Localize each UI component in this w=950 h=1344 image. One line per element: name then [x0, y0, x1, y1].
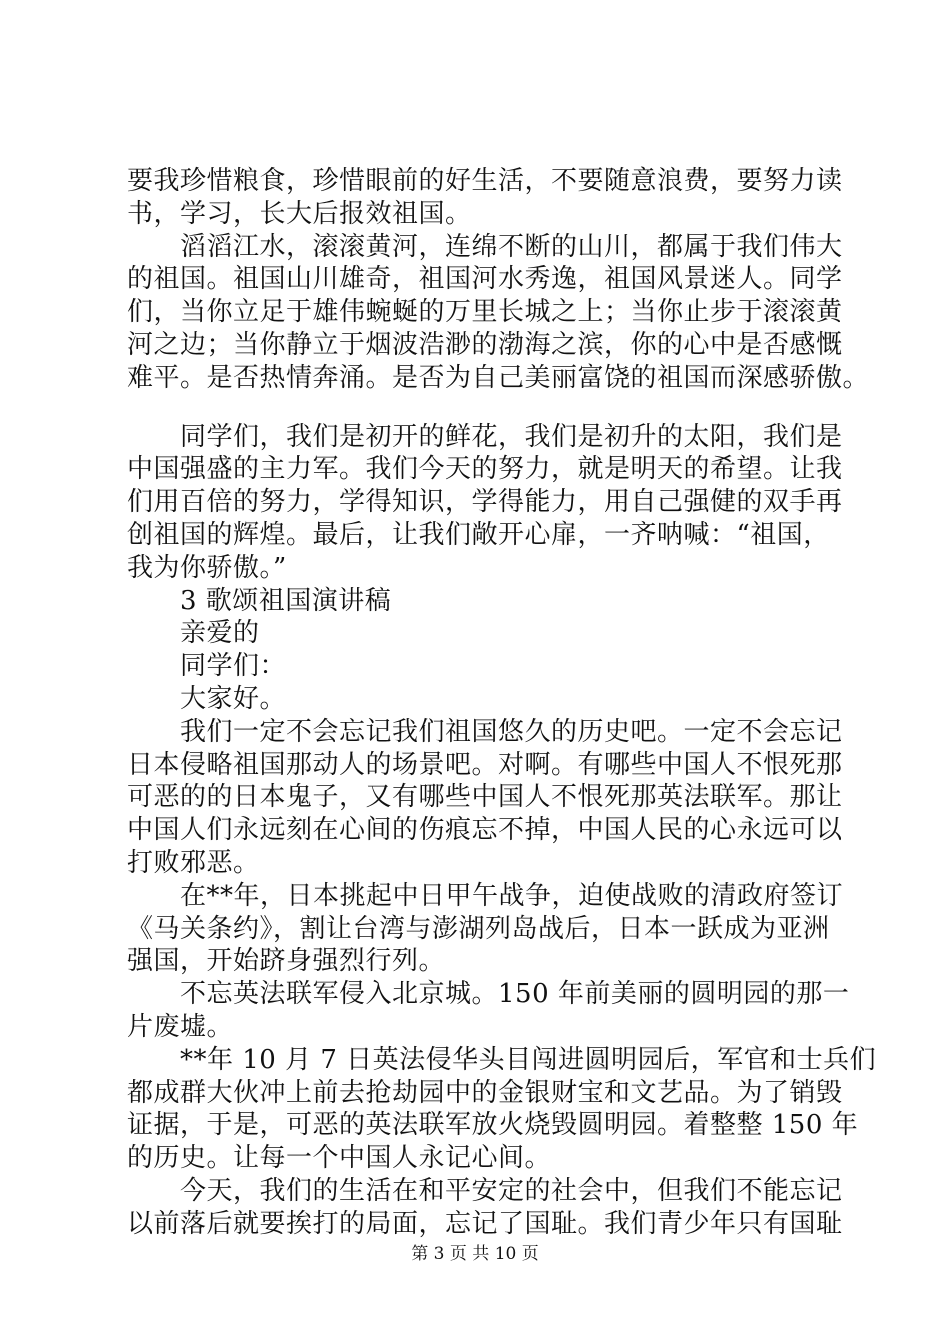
- text-line: 我为你骄傲。”: [127, 552, 287, 583]
- text-line: 证据，于是，可恶的英法联军放火烧毁圆明园。着整整 150 年: [127, 1110, 859, 1141]
- text-line: 中国强盛的主力军。我们今天的努力，就是明天的希望。让我: [127, 454, 843, 485]
- text-line: 以前落后就要挨打的局面，忘记了国耻。我们青少年只有国耻: [127, 1208, 843, 1239]
- text-line: 强国，开始跻身强烈行列。: [127, 946, 446, 977]
- page-number-footer: 第 3 页 共 10 页: [411, 1244, 539, 1264]
- text-line: 们用百倍的努力，学得知识，学得能力，用自己强健的双手再: [127, 487, 843, 518]
- text-line: 大家好。: [127, 683, 287, 714]
- text-line: 同学们，我们是初开的鲜花，我们是初升的太阳，我们是: [127, 421, 843, 452]
- text-line: 创祖国的辉煌。最后，让我们敞开心扉，一齐呐喊：“祖国，: [127, 519, 830, 550]
- text-line: 难平。是否热情奔涌。是否为自己美丽富饶的祖国而深感骄傲。: [127, 362, 870, 393]
- text-line: 亲爱的: [127, 618, 260, 649]
- text-line: 书，学习，长大后报效祖国。: [127, 198, 472, 229]
- paragraph-gap: [127, 395, 847, 421]
- document-body: [127, 165, 877, 1241]
- text-line: 日本侵略祖国那动人的场景吧。对啊。有哪些中国人不恨死那: [127, 749, 843, 780]
- text-line: 要我珍惜粮食，珍惜眼前的好生活，不要随意浪费，要努力读: [127, 166, 843, 196]
- text-line: 河之边；当你静立于烟波浩渺的渤海之滨，你的心中是否感慨: [127, 329, 843, 360]
- text-line: 同学们：: [127, 651, 287, 682]
- text-line: 我们一定不会忘记我们祖国悠久的历史吧。一定不会忘记: [127, 716, 843, 747]
- text-line: 片废墟。: [127, 1011, 234, 1042]
- text-line: 可恶的的日本鬼子，又有哪些中国人不恨死那英法联军。那让: [127, 782, 843, 813]
- text-line: 的祖国。祖国山川雄奇，祖国河水秀逸，祖国风景迷人。同学: [127, 264, 843, 295]
- text-line: 《马关条约》，割让台湾与澎湖列岛战后，日本一跃成为亚洲: [127, 913, 830, 944]
- text-line: 滔滔江水，滚滚黄河，连绵不断的山川，都属于我们伟大: [127, 231, 843, 262]
- text-line: 打败邪恶。: [127, 847, 260, 878]
- text-line: 在**年，日本挑起中日甲午战争，迫使战败的清政府签订: [127, 880, 844, 911]
- text-line: 的历史。让每一个中国人永记心间。: [127, 1143, 552, 1174]
- text-line: 不忘英法联军侵入北京城。150 年前美丽的圆明园的那一: [127, 979, 850, 1010]
- text-line: **年 10 月 7 日英法侵华头目闯进圆明园后，军官和士兵们: [127, 1044, 877, 1075]
- section-heading: 3 歌颂祖国演讲稿: [127, 585, 392, 616]
- text-line: 都成群大伙冲上前去抢劫园中的金银财宝和文艺品。为了销毁: [127, 1077, 843, 1108]
- text-line: 今天，我们的生活在和平安定的社会中，但我们不能忘记: [127, 1175, 843, 1206]
- text-line: 们，当你立足于雄伟蜿蜒的万里长城之上；当你止步于滚滚黄: [127, 297, 843, 328]
- text-line: 中国人们永远刻在心间的伤痕忘不掉，中国人民的心永远可以: [127, 815, 843, 846]
